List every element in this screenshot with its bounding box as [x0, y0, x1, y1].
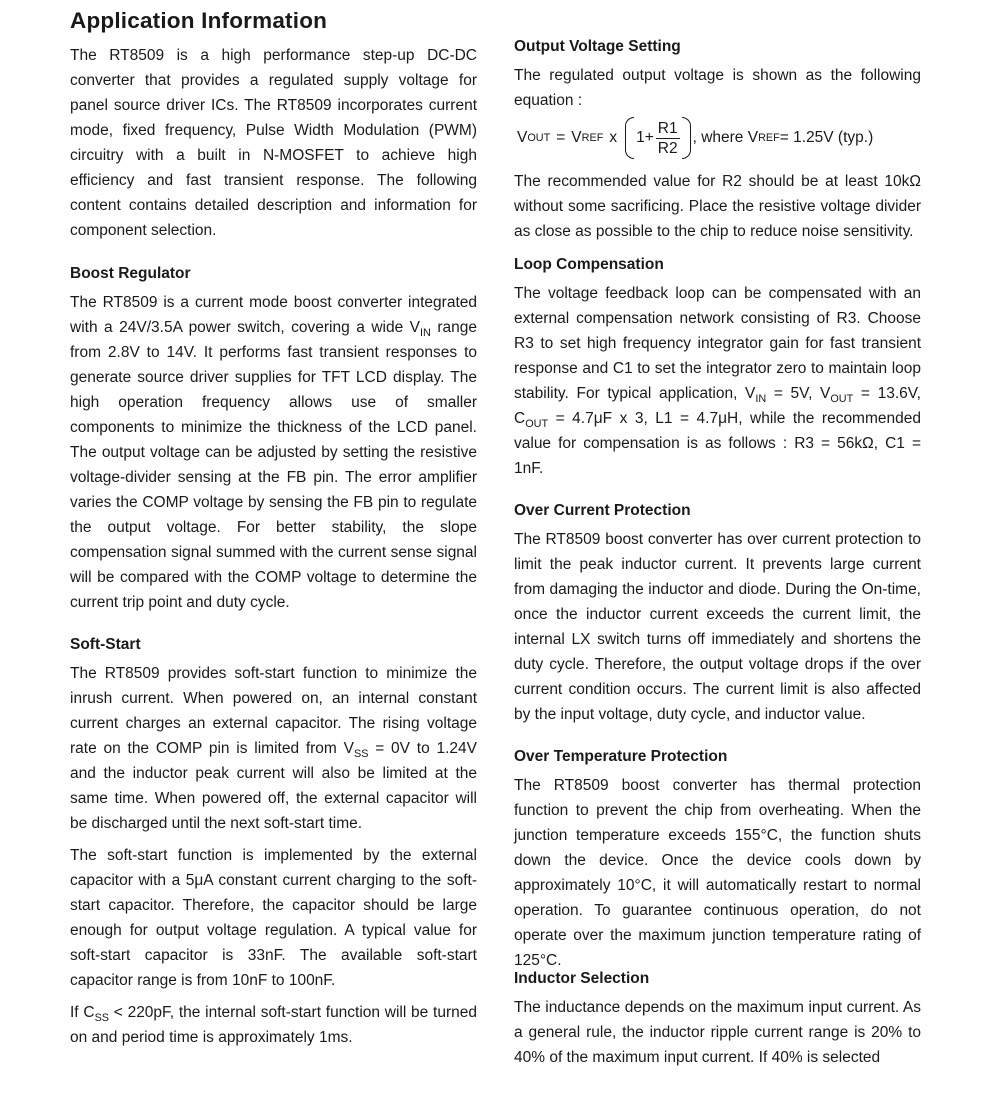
over-current-protection-section: [514, 501, 921, 727]
soft-start-section: [70, 635, 477, 1050]
loop-compensation-paragraph: The voltage feedback loop can be compensated with an external compensation network consisting of R3. Choose R3 to set high frequency integrator gain for fast transient response and C1 to set the integrator zero to maintain loop stability. For typical application, $V_{IN} = 5V$, $V_{OUT} = 13.6V$, $C_{OUT} = 4.7\mu F$ x 3, L1 = 4.7μH, while the recommended value for compensation is as follows : R3 = 56kΩ, C1 = 1nF.: [514, 285, 921, 477]
r1-over-r2-fraction: $\frac{R1}{R2}$: [657, 119, 678, 157]
inductor-selection-section: [514, 969, 921, 1070]
soft-start-paragraph-2: The soft-start function is implemented by the external capacitor with a 5μA constant current charging to the soft-start capacitor. Therefore, the capacitor should be large enough for output voltage regulation. A typical value for soft-start capacitor is 33nF. The available soft-start capacitor range is from 10nF to 100nF.: [70, 847, 477, 989]
soft-start-heading: Soft-Start: [70, 636, 141, 653]
intro-section: [70, 43, 477, 243]
loop-compensation-heading: Loop Compensation: [514, 256, 664, 273]
page-title: Application Information: [70, 8, 328, 33]
over-current-protection-paragraph: The RT8509 boost converter has over current protection to limit the peak inductor current. It prevents large current from damaging the inductor and diode. During the On-time, once the inductor current exceeds the current limit, the internal LX switch turns off immediately and shortens the duty cycle. Therefore, the output voltage drops if the over current condition occurs. The current limit is also affected by the input voltage, duty cycle, and inductor value.: [514, 531, 921, 723]
boost-regulator-paragraph: The RT8509 is a current mode boost converter integrated with a 24V/3.5A power switch, covering a wide $V_{IN}$ range from 2.8V to 14V. It performs fast transient responses to generate source driver supplies for TFT LCD display. The high operation frequency allows use of smaller components to minimize the thickness of the LCD panel. The output voltage can be adjusted by setting the resistive voltage-divider sensing at the FB pin. The error amplifier varies the COMP voltage by sensing the FB pin to regulate the output voltage. For better stability, the slope compensation signal summed with the current sense signal will be compared with the COMP voltage to determine the current trip point and duty cycle.: [70, 294, 478, 611]
output-voltage-equation: V OUT = V REF x 1+ $\frac{R1}{R2}$ , where V REF = 1.25V (typ.): [514, 114, 921, 162]
inductor-selection-paragraph: The inductance depends on the maximum input current. As a general rule, the inductor ripple current range is 20% to 40% of the maximum input current. If 40% is selected: [514, 999, 921, 1066]
intro-paragraph: The RT8509 is a high performance step-up DC-DC converter that provides a regulated supply voltage for panel source driver ICs. The RT8509 incorporates current mode, fixed frequency, Pulse Width Modulation (PWM) circuitry with a built in N-MOSFET to achieve high efficiency and fast transient response. The following content contains detailed description and information for component selection.: [70, 47, 477, 239]
output-voltage-setting-section: [514, 37, 921, 244]
over-current-protection-heading: Over Current Protection: [514, 502, 691, 519]
output-voltage-setting-heading: Output Voltage Setting: [514, 38, 681, 55]
loop-compensation-section: [514, 255, 921, 481]
boost-regulator-heading: Boost Regulator: [70, 265, 191, 282]
output-voltage-paragraph-2: The recommended value for R2 should be at least 10kΩ without some sacrificing. Place the resistive voltage divider as close as possible to the chip to reduce noise sensitivity.: [514, 173, 921, 240]
boost-regulator-section: [70, 264, 477, 615]
soft-start-paragraph-3: If $C_{SS} < 220pF$, the internal soft-start function will be turned on and period time is approximately 1ms.: [70, 1004, 477, 1046]
inductor-selection-heading: Inductor Selection: [514, 970, 650, 987]
equation-parentheses: 1+ $\frac{R1}{R2}$: [625, 116, 691, 160]
over-temperature-protection-heading: Over Temperature Protection: [514, 748, 728, 765]
over-temperature-protection-paragraph: The RT8509 boost converter has thermal protection function to prevent the chip from overheating. When the junction temperature exceeds 155°C, the function shuts down the device. Once the device cools down by approximately 10°C, it will automatically restart to normal operation. To guarantee continuous operation, do not operate over the maximum junction temperature rating of 125°C.: [514, 777, 921, 969]
soft-start-paragraph-1: The RT8509 provides soft-start function to minimize the inrush current. When powered on, an internal constant current charges an external capacitor. The rising voltage rate on the COMP pin is limited from $V_{SS} = 0V$ to 1.24V and the inductor peak current will also be limited at the same time. When powered off, the external capacitor will be discharged until the next soft-start time.: [70, 665, 477, 832]
output-voltage-paragraph-1: The regulated output voltage is shown as the following equation :: [514, 67, 921, 109]
over-temperature-protection-section: [514, 747, 921, 973]
